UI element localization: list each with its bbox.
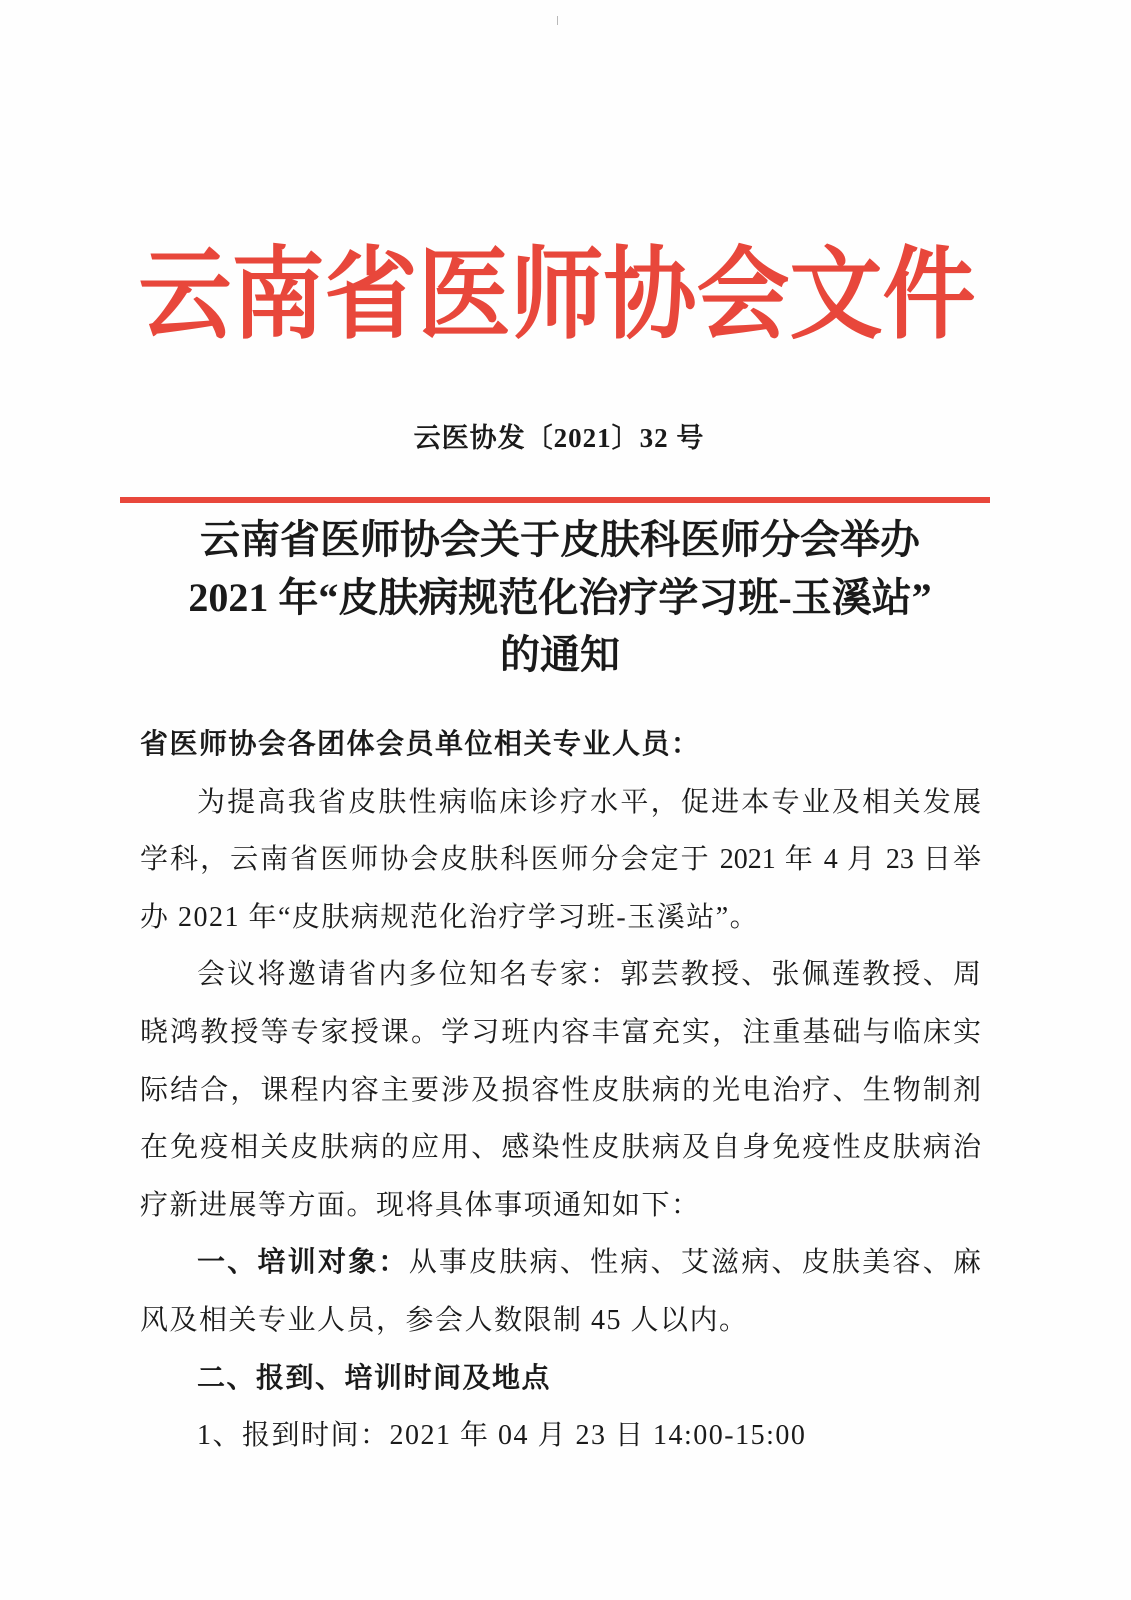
body-line: [197, 1234, 981, 1292]
body-line: 会议将邀请省内多位知名专家：郭芸教授、张佩莲教授、周: [197, 959, 981, 991]
title-line: 云南省医师协会关于皮肤科医师分会举办: [200, 517, 920, 562]
list-item: 1、报到时间：2021 年 04 月 23 日 14:00-15:00: [197, 1420, 807, 1452]
org-letterhead-title: 云南省医师协会文件: [138, 240, 976, 351]
section-training-audience: [140, 1234, 981, 1349]
section-label: 一、培训对象：: [197, 1247, 409, 1279]
title-line: 2021 年“皮肤病规范化治疗学习班-玉溪站”: [188, 574, 932, 620]
body-line: 学科，云南省医师协会皮肤科医师分会定于 2021 年 4 月 23 日举: [140, 844, 981, 876]
salutation: 省医师协会各团体会员单位相关专业人员：: [140, 729, 701, 760]
section-heading: 二、报到、培训时间及地点: [197, 1362, 552, 1394]
body-line: 风及相关专业人员，参会人数限制 45 人以内。: [140, 1304, 749, 1336]
body-line: 疗新进展等方面。现将具体事项通知如下：: [140, 1189, 701, 1221]
title-line: 的通知: [500, 632, 620, 677]
scan-mark: [557, 16, 558, 25]
section-text: 从事皮肤病、性病、艾滋病、皮肤美容、麻: [408, 1247, 981, 1279]
body-line: 办 2021 年“皮肤病规范化治疗学习班-玉溪站”。: [140, 901, 760, 933]
notice-body: [140, 716, 981, 1465]
section-time-location: [140, 1350, 981, 1465]
document-number: 云医协发〔2021〕32 号: [413, 423, 705, 453]
body-line: 际结合，课程内容主要涉及损容性皮肤病的光电治疗、生物制剂: [140, 1074, 981, 1106]
paragraph-purpose: [140, 774, 981, 947]
body-line: 在免疫相关皮肤病的应用、感染性皮肤病及自身免疫性皮肤病治: [140, 1132, 981, 1164]
body-line: 晓鸿教授等专家授课。学习班内容丰富充实，注重基础与临床实: [140, 1016, 981, 1048]
red-divider-line: [120, 497, 990, 503]
body-line: 为提高我省皮肤性病临床诊疗水平，促进本专业及相关发展: [197, 786, 981, 818]
notice-title: [0, 511, 1120, 684]
paragraph-meeting-content: [140, 946, 981, 1234]
